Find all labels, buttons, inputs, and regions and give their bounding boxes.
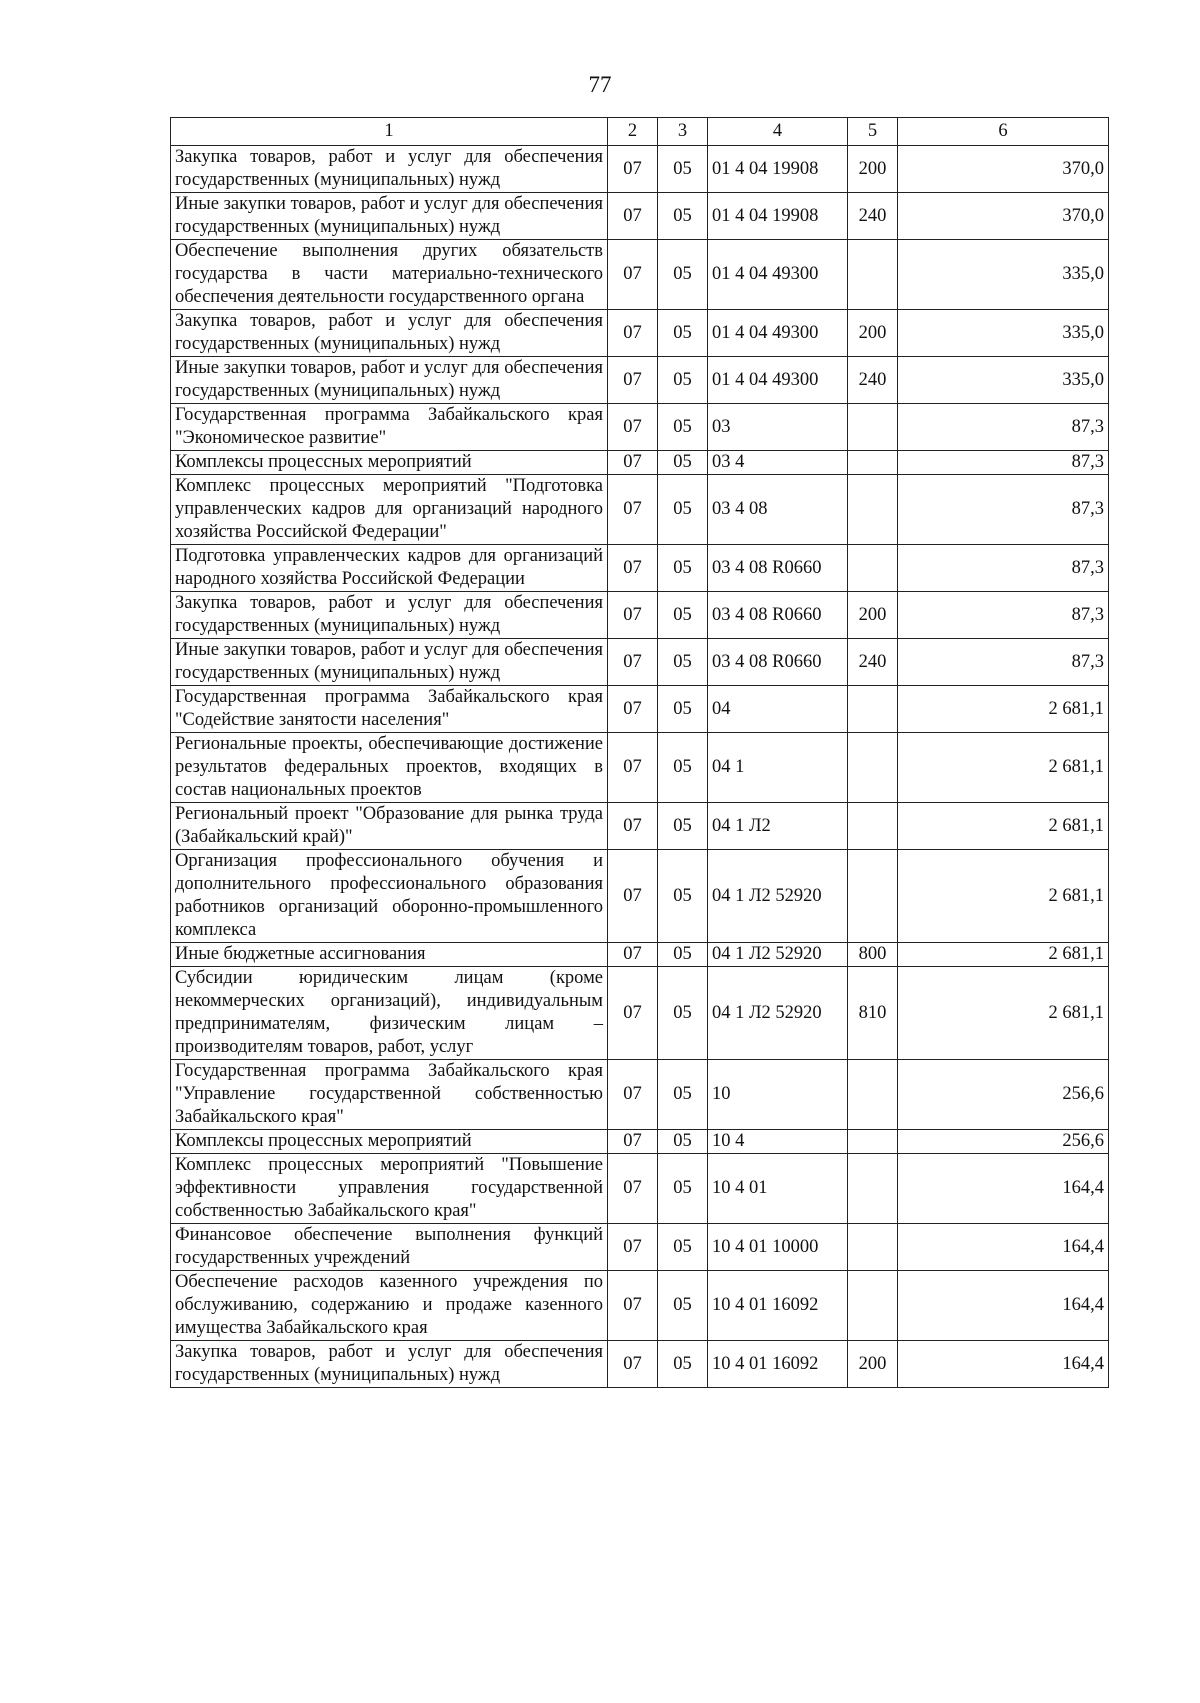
row-amount: 2 681,1 [898,686,1109,733]
row-name: Региональные проекты, обеспечивающие достижение результатов федеральных проектов, входящих в состав национальных проектов [171,733,608,803]
header-col-6: 6 [898,118,1109,146]
row-target-code: 10 [708,1060,848,1130]
row-target-code: 04 1 Л2 [708,803,848,850]
row-amount: 87,3 [898,404,1109,451]
row-section: 07 [608,451,658,475]
row-name: Обеспечение расходов казенного учреждения по обслуживанию, содержанию и продаже казенного имущества Забайкальского края [171,1271,608,1341]
row-subsection: 05 [658,1060,708,1130]
row-section: 07 [608,850,658,943]
row-section: 07 [608,193,658,240]
row-subsection: 05 [658,451,708,475]
row-amount: 2 681,1 [898,850,1109,943]
row-subsection: 05 [658,193,708,240]
row-section: 07 [608,592,658,639]
row-amount: 256,6 [898,1130,1109,1154]
table-row [171,146,1109,193]
table-row [171,943,1109,967]
row-section: 07 [608,1060,658,1130]
row-name: Региональный проект "Образование для рынка труда (Забайкальский край)" [171,803,608,850]
row-amount: 370,0 [898,193,1109,240]
row-name: Комплекс процессных мероприятий "Повышение эффективности управления государственной собственностью Забайкальского края" [171,1154,608,1224]
row-target-code: 04 1 Л2 52920 [708,943,848,967]
row-name: Закупка товаров, работ и услуг для обеспечения государственных (муниципальных) нужд [171,310,608,357]
row-subsection: 05 [658,803,708,850]
row-target-code: 03 4 08 [708,475,848,545]
row-amount: 87,3 [898,475,1109,545]
row-name: Государственная программа Забайкальского края "Экономическое развитие" [171,404,608,451]
row-name: Подготовка управленческих кадров для организаций народного хозяйства Российской Федерации [171,545,608,592]
row-subsection: 05 [658,733,708,803]
row-section: 07 [608,146,658,193]
table-row [171,733,1109,803]
row-section: 07 [608,310,658,357]
page-number: 77 [588,72,612,97]
row-section: 07 [608,240,658,310]
row-expense-type: 200 [848,1341,898,1388]
table-row [171,1060,1109,1130]
budget-table [170,117,1109,1388]
row-expense-type: 240 [848,357,898,404]
header-col-3: 3 [658,118,708,146]
row-section: 07 [608,357,658,404]
table-row [171,193,1109,240]
header-col-4: 4 [708,118,848,146]
table-row [171,1341,1109,1388]
header-col-5: 5 [848,118,898,146]
row-subsection: 05 [658,545,708,592]
row-expense-type [848,1154,898,1224]
row-target-code: 10 4 01 [708,1154,848,1224]
row-section: 07 [608,404,658,451]
row-section: 07 [608,803,658,850]
row-name: Комплексы процессных мероприятий [171,451,608,475]
row-subsection: 05 [658,686,708,733]
row-expense-type: 200 [848,592,898,639]
row-target-code: 01 4 04 49300 [708,310,848,357]
row-amount: 87,3 [898,639,1109,686]
row-subsection: 05 [658,404,708,451]
row-expense-type [848,240,898,310]
table-row [171,967,1109,1060]
row-subsection: 05 [658,850,708,943]
row-subsection: 05 [658,967,708,1060]
row-amount: 164,4 [898,1271,1109,1341]
row-name: Финансовое обеспечение выполнения функций государственных учреждений [171,1224,608,1271]
row-section: 07 [608,733,658,803]
row-subsection: 05 [658,146,708,193]
row-expense-type [848,1271,898,1341]
row-amount: 87,3 [898,451,1109,475]
row-target-code: 01 4 04 49300 [708,357,848,404]
row-name: Государственная программа Забайкальского края "Содействие занятости населения" [171,686,608,733]
row-amount: 2 681,1 [898,733,1109,803]
row-name: Субсидии юридическим лицам (кроме некоммерческих организаций), индивидуальным предпринимателям, физическим лицам – производителям товаров, работ, услуг [171,967,608,1060]
row-section: 07 [608,967,658,1060]
row-name: Комплексы процессных мероприятий [171,1130,608,1154]
row-target-code: 10 4 01 16092 [708,1341,848,1388]
row-amount: 164,4 [898,1341,1109,1388]
row-expense-type [848,451,898,475]
header-row [171,118,1109,146]
row-target-code: 04 1 Л2 52920 [708,967,848,1060]
row-section: 07 [608,1341,658,1388]
table-row [171,240,1109,310]
table-row [171,357,1109,404]
row-expense-type [848,803,898,850]
row-target-code: 04 1 [708,733,848,803]
row-name: Комплекс процессных мероприятий "Подготовка управленческих кадров для организаций народного хозяйства Российской Федерации" [171,475,608,545]
row-name: Закупка товаров, работ и услуг для обеспечения государственных (муниципальных) нужд [171,146,608,193]
row-subsection: 05 [658,639,708,686]
row-amount: 164,4 [898,1154,1109,1224]
table-row [171,545,1109,592]
row-amount: 2 681,1 [898,943,1109,967]
row-amount: 87,3 [898,545,1109,592]
row-expense-type: 240 [848,639,898,686]
table-row [171,1154,1109,1224]
row-subsection: 05 [658,357,708,404]
row-amount: 87,3 [898,592,1109,639]
row-subsection: 05 [658,943,708,967]
row-section: 07 [608,475,658,545]
row-amount: 335,0 [898,357,1109,404]
row-target-code: 03 [708,404,848,451]
row-name: Организация профессионального обучения и дополнительного профессионального образования работников организаций оборонно-промышленного комплекса [171,850,608,943]
row-target-code: 01 4 04 49300 [708,240,848,310]
row-section: 07 [608,1154,658,1224]
table-row [171,404,1109,451]
row-name: Иные закупки товаров, работ и услуг для обеспечения государственных (муниципальных) нужд [171,357,608,404]
row-expense-type: 800 [848,943,898,967]
row-name: Государственная программа Забайкальского края "Управление государственной собственностью Забайкальского края" [171,1060,608,1130]
row-expense-type [848,1130,898,1154]
row-target-code: 10 4 01 16092 [708,1271,848,1341]
row-expense-type [848,545,898,592]
table-row [171,451,1109,475]
header-col-1: 1 [171,118,608,146]
row-target-code: 03 4 [708,451,848,475]
row-expense-type: 200 [848,310,898,357]
table-row [171,475,1109,545]
row-section: 07 [608,1224,658,1271]
table-row [171,1130,1109,1154]
row-target-code: 04 1 Л2 52920 [708,850,848,943]
row-expense-type: 240 [848,193,898,240]
row-amount: 2 681,1 [898,967,1109,1060]
row-target-code: 10 4 01 10000 [708,1224,848,1271]
row-subsection: 05 [658,475,708,545]
row-name: Закупка товаров, работ и услуг для обеспечения государственных (муниципальных) нужд [171,1341,608,1388]
row-amount: 2 681,1 [898,803,1109,850]
row-expense-type: 200 [848,146,898,193]
row-section: 07 [608,545,658,592]
row-subsection: 05 [658,240,708,310]
table-row [171,310,1109,357]
row-section: 07 [608,943,658,967]
row-subsection: 05 [658,592,708,639]
row-subsection: 05 [658,1154,708,1224]
row-subsection: 05 [658,1341,708,1388]
row-name: Иные закупки товаров, работ и услуг для обеспечения государственных (муниципальных) нужд [171,193,608,240]
row-expense-type: 810 [848,967,898,1060]
row-amount: 335,0 [898,240,1109,310]
row-section: 07 [608,639,658,686]
row-section: 07 [608,1130,658,1154]
row-amount: 256,6 [898,1060,1109,1130]
row-target-code: 01 4 04 19908 [708,146,848,193]
row-target-code: 03 4 08 R0660 [708,592,848,639]
row-subsection: 05 [658,1130,708,1154]
table-row [171,850,1109,943]
table-row [171,592,1109,639]
row-name: Обеспечение выполнения других обязательств государства в части материально-технического обеспечения деятельности государственного органа [171,240,608,310]
row-expense-type [848,850,898,943]
row-amount: 164,4 [898,1224,1109,1271]
table-row [171,1224,1109,1271]
row-name: Закупка товаров, работ и услуг для обеспечения государственных (муниципальных) нужд [171,592,608,639]
row-subsection: 05 [658,1271,708,1341]
row-expense-type [848,686,898,733]
row-target-code: 03 4 08 R0660 [708,639,848,686]
row-target-code: 10 4 [708,1130,848,1154]
row-expense-type [848,404,898,451]
table-row [171,1271,1109,1341]
row-expense-type [848,475,898,545]
row-subsection: 05 [658,1224,708,1271]
row-name: Иные закупки товаров, работ и услуг для обеспечения государственных (муниципальных) нужд [171,639,608,686]
row-target-code: 03 4 08 R0660 [708,545,848,592]
row-name: Иные бюджетные ассигнования [171,943,608,967]
row-expense-type [848,1224,898,1271]
header-col-2: 2 [608,118,658,146]
row-target-code: 04 [708,686,848,733]
row-expense-type [848,1060,898,1130]
row-target-code: 01 4 04 19908 [708,193,848,240]
row-subsection: 05 [658,310,708,357]
row-expense-type [848,733,898,803]
table-row [171,686,1109,733]
table-row [171,803,1109,850]
row-amount: 370,0 [898,146,1109,193]
row-amount: 335,0 [898,310,1109,357]
table-row [171,639,1109,686]
row-section: 07 [608,686,658,733]
row-section: 07 [608,1271,658,1341]
